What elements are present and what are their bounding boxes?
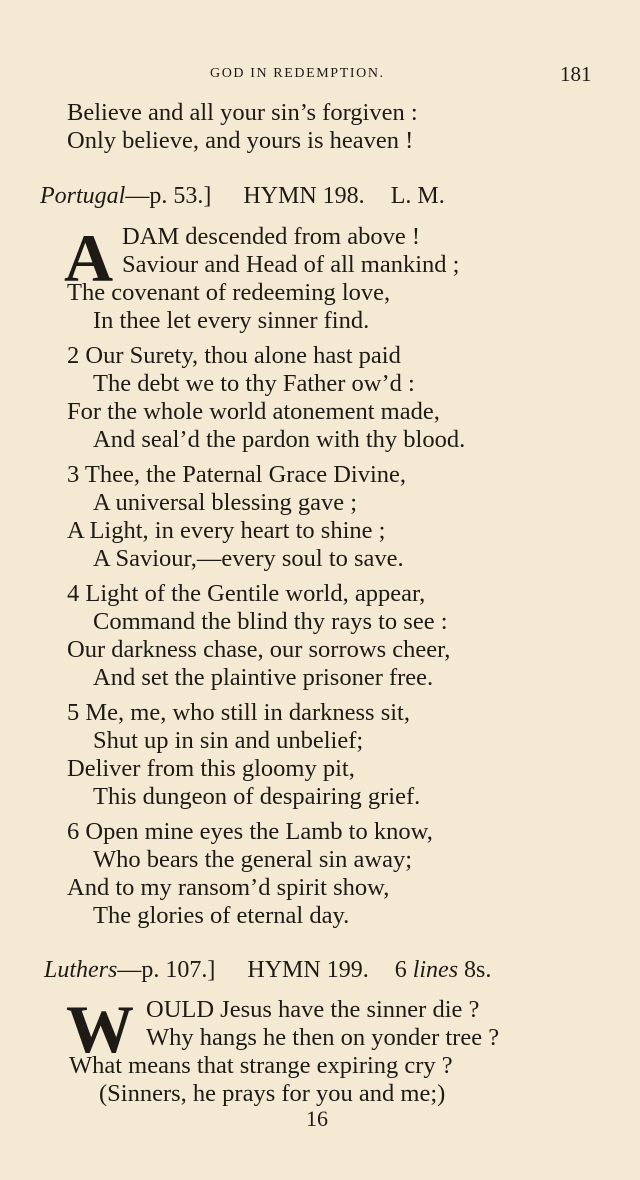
verse-line: Who bears the general sin away; bbox=[93, 846, 413, 873]
tune-name: Portugal bbox=[40, 183, 126, 209]
tune-page-ref: —p. 107.] bbox=[117, 957, 216, 983]
verse-line: 4 Light of the Gentile world, appear, bbox=[67, 580, 426, 607]
running-head bbox=[0, 62, 640, 86]
hymn-meter: L. M. bbox=[390, 183, 445, 209]
signature-mark: 16 bbox=[306, 1106, 328, 1131]
verse-line: Saviour and Head of all mankind ; bbox=[122, 251, 460, 278]
verse-line: The covenant of redeeming love, bbox=[67, 279, 391, 306]
hymn-meter-tail: 8s. bbox=[464, 957, 492, 983]
hymn-label: HYMN 199. bbox=[247, 957, 369, 983]
verse-line: This dungeon of despairing grief. bbox=[93, 783, 421, 810]
page-number: 181 bbox=[560, 62, 592, 86]
verse-line: A universal blessing gave ; bbox=[93, 489, 358, 516]
verse-line: For the whole world atonement made, bbox=[67, 398, 440, 425]
running-title: GOD IN REDEMPTION. bbox=[210, 66, 385, 81]
tune-page-ref: —p. 53.] bbox=[125, 183, 212, 209]
hymn-meter-number: 6 bbox=[394, 957, 407, 983]
hymn-label: HYMN 198. bbox=[243, 183, 365, 209]
verse-line: 5 Me, me, who still in darkness sit, bbox=[67, 699, 410, 726]
verse-line: A Saviour,—every soul to save. bbox=[93, 545, 404, 572]
verse-line: In thee let every sinner find. bbox=[93, 307, 370, 334]
verse-line: The debt we to thy Father ow’d : bbox=[93, 370, 415, 397]
verse-line: Our darkness chase, our sorrows cheer, bbox=[67, 636, 451, 663]
verse-line: The glories of eternal day. bbox=[93, 902, 350, 929]
verse-line: (Sinners, he prays for you and me;) bbox=[99, 1080, 446, 1107]
opening-line: Believe and all your sin’s forgiven : bbox=[67, 99, 418, 126]
verse-line: And to my ransom’d spirit show, bbox=[67, 874, 390, 901]
drop-cap: W bbox=[66, 991, 134, 1067]
tune-name: Luthers bbox=[44, 957, 118, 983]
verse-line: 6 Open mine eyes the Lamb to know, bbox=[67, 818, 433, 845]
verse-line: Why hangs he then on yonder tree ? bbox=[146, 1024, 500, 1051]
hymn-198-heading bbox=[40, 182, 445, 210]
verse-line: And set the plaintive prisoner free. bbox=[93, 664, 434, 691]
verse-line: Deliver from this gloomy pit, bbox=[67, 755, 355, 782]
verse-line: Command the blind thy rays to see : bbox=[93, 608, 448, 635]
verse-line: Shut up in sin and unbelief; bbox=[93, 727, 364, 754]
verse-line: 3 Thee, the Paternal Grace Divine, bbox=[67, 461, 407, 488]
verse-line: And seal’d the pardon with thy blood. bbox=[93, 426, 466, 453]
verse-line: OULD Jesus have the sinner die ? bbox=[146, 996, 480, 1023]
drop-cap: A bbox=[64, 220, 114, 296]
verse-line: DAM descended from above ! bbox=[122, 223, 420, 250]
verse-line: A Light, in every heart to shine ; bbox=[67, 517, 386, 544]
verse-line: 2 Our Surety, thou alone hast paid bbox=[67, 342, 401, 369]
opening-line: Only believe, and yours is heaven ! bbox=[67, 127, 414, 154]
hymn-meter-lines: lines bbox=[412, 957, 459, 983]
hymn-199-heading bbox=[44, 956, 491, 984]
verse-line: What means that strange expiring cry ? bbox=[69, 1052, 453, 1079]
